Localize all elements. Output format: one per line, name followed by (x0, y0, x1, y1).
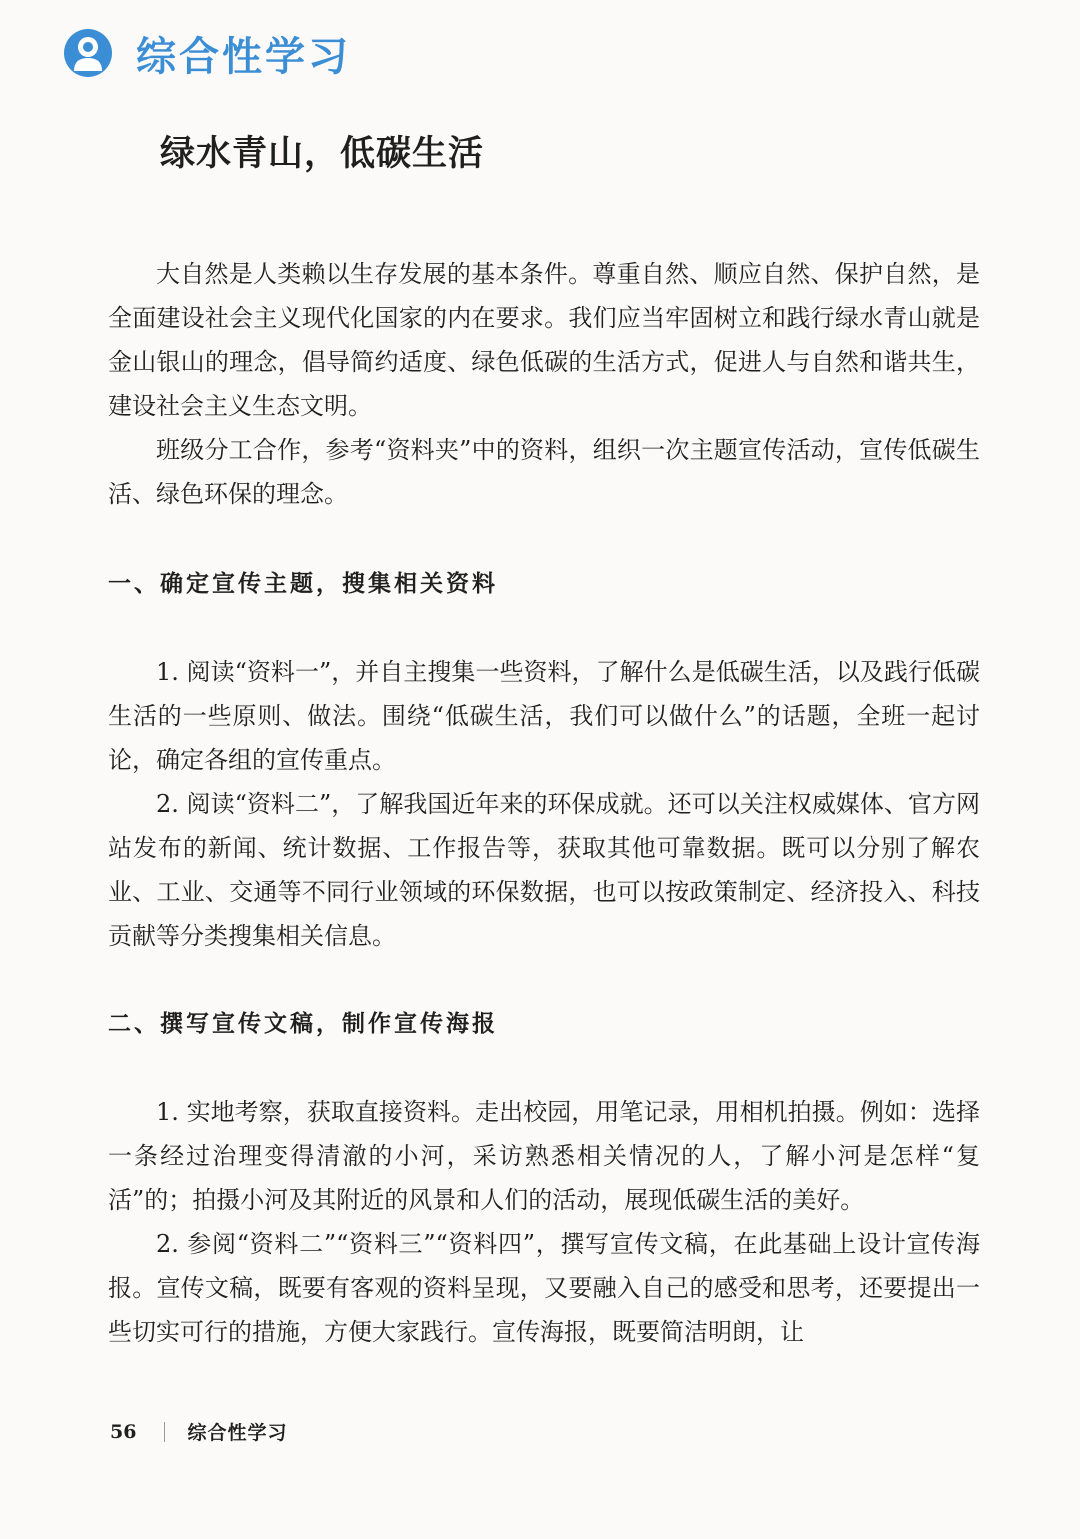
header-title: 综合性学习 (136, 33, 351, 80)
footer-title: 综合性学习 (187, 1422, 288, 1444)
person-badge-icon (62, 27, 114, 79)
page-number: 56 (110, 1420, 137, 1443)
section-paragraph: 1. 阅读“资料一”，并自主搜集一些资料，了解什么是低碳生活，以及践行低碳生活的一些原则、做法。围绕“低碳生活，我们可以做什么”的话题，全班一起讨论，确定各组的宣传重点。 (108, 658, 980, 774)
article-body (108, 252, 980, 1354)
section-heading: 一、确定宣传主题，搜集相关资料 (108, 571, 498, 597)
intro-paragraph: 大自然是人类赖以生存发展的基本条件。尊重自然、顺应自然、保护自然，是全面建设社会主义现代化国家的内在要求。我们应当牢固树立和践行绿水青山就是金山银山的理念，倡导简约适度、绿色低碳的生活方式，促进人与自然和谐共生，建设社会主义生态文明。 (108, 260, 980, 420)
section-heading: 二、撰写宣传文稿，制作宣传海报 (108, 1011, 498, 1037)
intro-paragraph: 班级分工合作，参考“资料夹”中的资料，组织一次主题宣传活动，宣传低碳生活、绿色环保的理念。 (108, 436, 980, 508)
footer-divider (164, 1422, 165, 1442)
section-paragraph: 2. 阅读“资料二”，了解我国近年来的环保成就。还可以关注权威媒体、官方网站发布的新闻、统计数据、工作报告等，获取其他可靠数据。既可以分别了解农业、工业、交通等不同行业领域的环保数据，也可以按政策制定、经济投入、科技贡献等分类搜集相关信息。 (108, 790, 980, 950)
section-paragraph: 2. 参阅“资料二”“资料三”“资料四”，撰写宣传文稿，在此基础上设计宣传海报。宣传文稿，既要有客观的资料呈现，又要融入自己的感受和思考，还要提出一些切实可行的措施，方便大家践行。宣传海报，既要简洁明朗，让 (108, 1230, 980, 1346)
section-paragraph: 1. 实地考察，获取直接资料。走出校园，用笔记录，用相机拍摄。例如：选择一条经过治理变得清澈的小河，采访熟悉相关情况的人，了解小河是怎样“复活”的；拍摄小河及其附近的风景和人们的活动，展现低碳生活的美好。 (108, 1098, 980, 1214)
page-footer (110, 1418, 287, 1445)
page-title: 绿水青山，低碳生活 (160, 133, 485, 174)
page-header (62, 20, 351, 86)
